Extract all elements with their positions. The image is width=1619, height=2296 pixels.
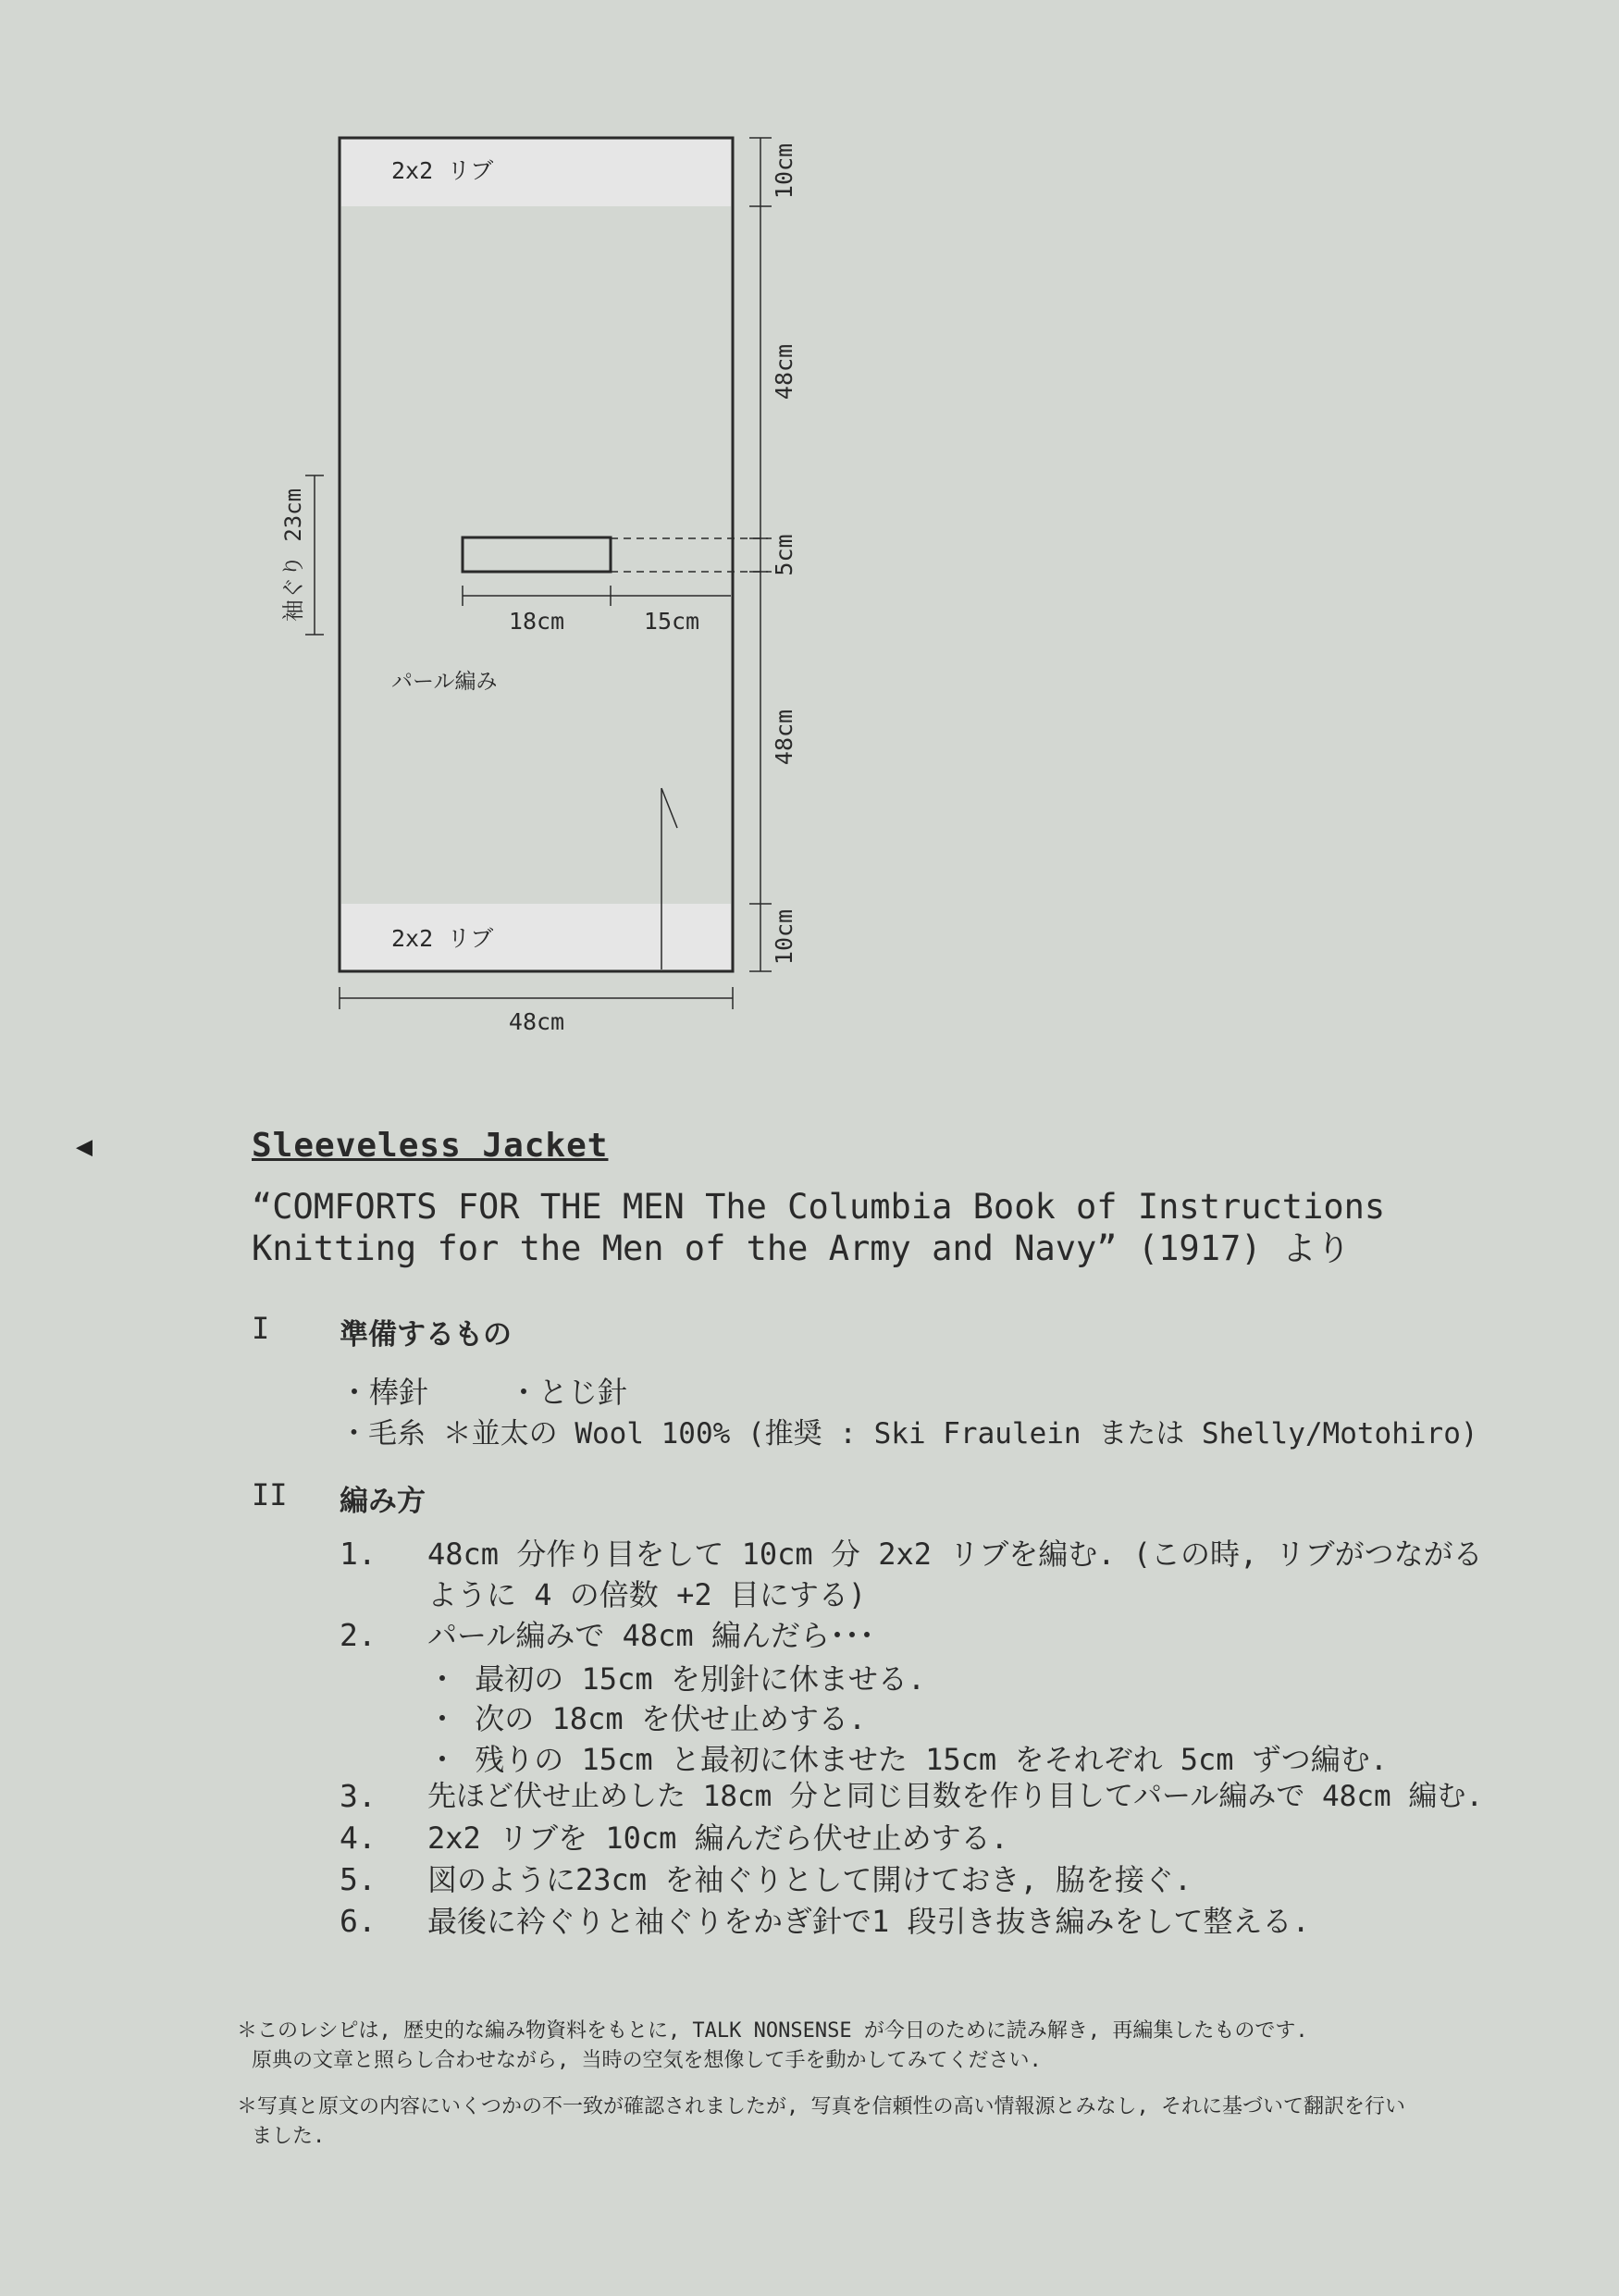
material-tapestry-needle: ・とじ針 bbox=[509, 1375, 628, 1410]
rib-bottom-label: 2x2 リブ bbox=[391, 925, 494, 952]
pattern-label: パール編み bbox=[391, 670, 498, 694]
footnote-1 bbox=[237, 2017, 1308, 2076]
rib-top-label: 2x2 リブ bbox=[391, 157, 494, 184]
step-1-line-1: 48cm 分作り目をして 10cm 分 2x2 リブを編む. (この時, リブがつながる bbox=[427, 1537, 1483, 1572]
dim-slot-label: 18cm bbox=[508, 608, 565, 635]
dim-armhole-label: 袖ぐり 23cm bbox=[280, 488, 306, 623]
knitting-schematic bbox=[0, 0, 1619, 1055]
footnote-2 bbox=[237, 2092, 1405, 2152]
step-number: 6. bbox=[340, 1903, 377, 1939]
dim-upper-label: 48cm bbox=[771, 343, 797, 401]
section-2-title: 編み方 bbox=[340, 1485, 426, 1518]
dim-top-rib-label: 10cm bbox=[771, 142, 797, 200]
step-text bbox=[427, 1534, 1483, 1615]
source-line-2: Knitting for the Men of the Army and Navy” (1917) より bbox=[252, 1228, 1351, 1268]
step-text: 図のように23cm を袖ぐりとして開けておき, 脇を接ぐ. bbox=[427, 1862, 1193, 1897]
section-1-number: I bbox=[252, 1311, 270, 1346]
source-line-1: “COMFORTS FOR THE MEN The Columbia Book of Instructions bbox=[252, 1187, 1386, 1227]
step-text: 2x2 リブを 10cm 編んだら伏せ止めする. bbox=[427, 1821, 1008, 1856]
footnote-2-line-2: ました. bbox=[252, 2125, 326, 2148]
body-panel bbox=[340, 138, 733, 971]
step-text: パール編みで 48cm 編んだら･･･ bbox=[427, 1618, 874, 1653]
footnote-2-line-1: ＊写真と原文の内容にいくつかの不一致が確認されましたが, 写真を信頼性の高い情報源とみなし, それに基づいて翻訳を行い bbox=[237, 2095, 1405, 2118]
dim-width-label: 48cm bbox=[508, 1008, 565, 1035]
step-number: 3. bbox=[340, 1778, 377, 1814]
substep: ・ 残りの 15cm と最初に休ませた 15cm をそれぞれ 5cm ずつ編む. bbox=[427, 1742, 1389, 1777]
step-number: 4. bbox=[340, 1820, 377, 1856]
page-title: Sleeveless Jacket bbox=[252, 1127, 609, 1165]
substep: ・ 最初の 15cm を別針に休ませる. bbox=[427, 1661, 926, 1697]
footnote-1-line-1: ＊このレシピは, 歴史的な編み物資料をもとに, TALK NONSENSE が今日のために読み解き, 再編集したものです. bbox=[237, 2019, 1308, 2043]
step-1-line-2: ように 4 の倍数 +2 目にする) bbox=[427, 1577, 867, 1612]
step-number: 5. bbox=[340, 1861, 377, 1897]
dim-gap-label: 5cm bbox=[771, 534, 797, 576]
dim-side-label: 15cm bbox=[643, 608, 700, 635]
section-2-number: II bbox=[252, 1477, 288, 1512]
section-1-title: 準備するもの bbox=[340, 1318, 512, 1352]
dim-bottom-rib-label: 10cm bbox=[771, 908, 797, 966]
source-citation bbox=[252, 1186, 1385, 1269]
substep: ・ 次の 18cm を伏せ止めする. bbox=[427, 1701, 867, 1736]
footnote-1-line-2: 原典の文章と照らし合わせながら, 当時の空気を想像して手を動かしてみてください. bbox=[252, 2049, 1042, 2072]
material-needles: ・棒針 bbox=[340, 1375, 429, 1410]
material-yarn: ・毛糸 ＊並太の Wool 100% (推奨 : Ski Fraulein または Shelly/Motohiro) bbox=[340, 1417, 1478, 1450]
step-text: 最後に衿ぐりと袖ぐりをかぎ針で1 段引き抜き編みをして整える. bbox=[427, 1904, 1310, 1939]
back-arrow-icon[interactable]: ◀ bbox=[76, 1130, 93, 1163]
slot-opening bbox=[463, 537, 611, 572]
step-text: 先ほど伏せ止めした 18cm 分と同じ目数を作り目してパール編みで 48cm 編む. bbox=[427, 1780, 1484, 1813]
dim-lower-label: 48cm bbox=[771, 709, 797, 766]
step-number: 1. bbox=[340, 1536, 377, 1572]
step-number: 2. bbox=[340, 1617, 377, 1653]
